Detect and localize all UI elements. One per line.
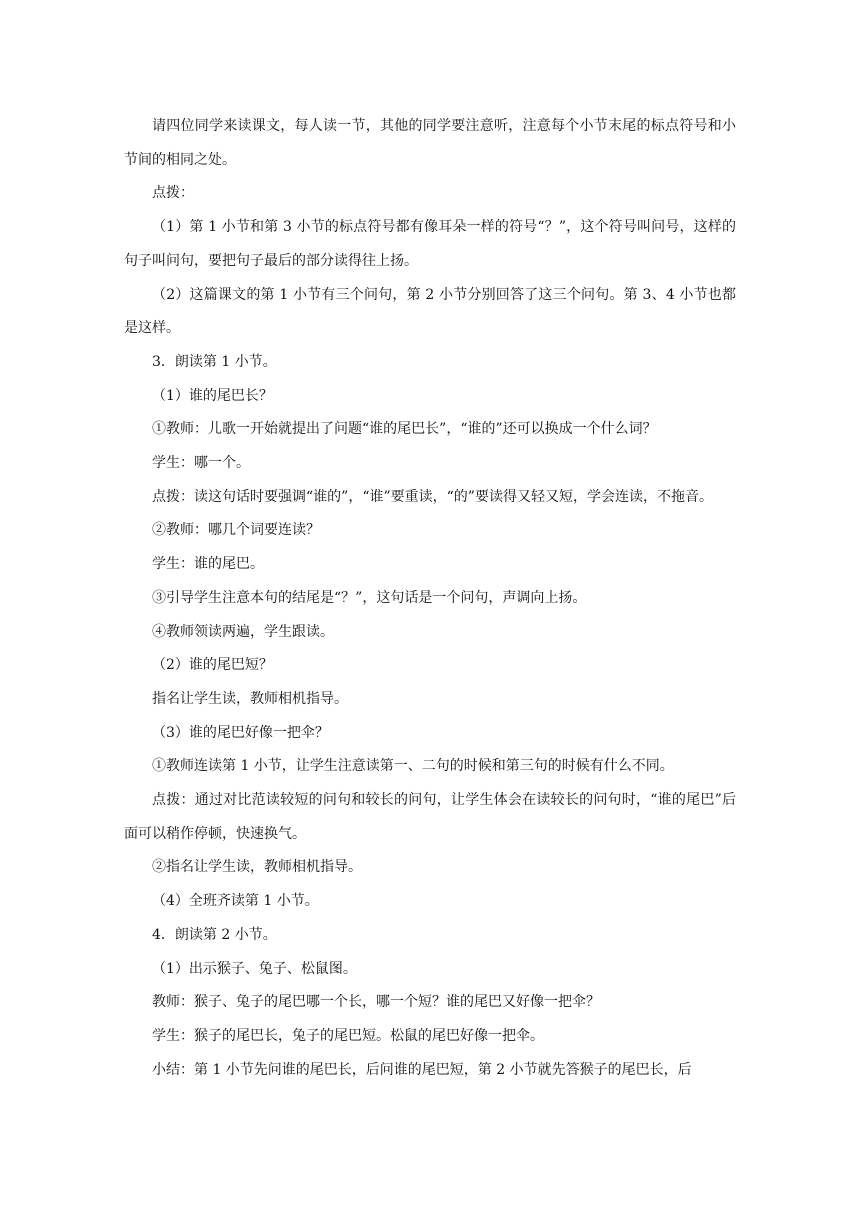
paragraph: （2）谁的尾巴短？ xyxy=(152,657,273,674)
paragraph: 小结：第 1 小节先问谁的尾巴长，后问谁的尾巴短，第 2 小节就先答猴子的尾巴长，后 xyxy=(152,1061,692,1078)
paragraph: 学生：哪一个。 xyxy=(152,455,250,472)
paragraph: ①教师连读第 1 小节，让学生注意读第一、二句的时候和第三句的时候有什么不同。 xyxy=(152,758,674,775)
document-body xyxy=(124,110,736,1087)
paragraph: （1）出示猴子、兔子、松鼠图。 xyxy=(152,960,357,977)
paragraph: 请四位同学来读课文，每人读一节，其他的同学要注意听，注意每个小节末尾的标点符号和小节间的相同之处。 xyxy=(124,118,736,168)
paragraph: ③引导学生注意本句的结尾是“？”，这句话是一个问句，声调向上扬。 xyxy=(152,589,587,606)
paragraph: 指名让学生读，教师相机指导。 xyxy=(152,690,348,707)
paragraph: 点拨：通过对比范读较短的问句和较长的问句，让学生体会在读较长的问句时，“谁的尾巴”后面可以稍作停顿，快速换气。 xyxy=(124,792,736,842)
paragraph: 4．朗读第 2 小节。 xyxy=(152,926,277,943)
paragraph: （3）谁的尾巴好像一把伞？ xyxy=(152,724,329,741)
paragraph: ①教师：儿歌一开始就提出了问题“谁的尾巴长”，“谁的”还可以换成一个什么词？ xyxy=(152,421,657,438)
paragraph: 学生：猴子的尾巴长，兔子的尾巴短。松鼠的尾巴好像一把伞。 xyxy=(152,1027,544,1044)
paragraph: （4）全班齐读第 1 小节。 xyxy=(152,893,319,910)
paragraph: ④教师领读两遍，学生跟读。 xyxy=(152,623,334,640)
paragraph: 3．朗读第 1 小节。 xyxy=(152,353,277,370)
paragraph: （1）谁的尾巴长？ xyxy=(152,387,273,404)
paragraph: ②指名让学生读，教师相机指导。 xyxy=(152,859,362,876)
paragraph: 教师：猴子、兔子的尾巴哪一个长，哪一个短？谁的尾巴又好像一把伞？ xyxy=(152,994,600,1011)
paragraph: （1）第 1 小节和第 3 小节的标点符号都有像耳朵一样的符号“？”，这个符号叫问号，这样的句子叫问句，要把句子最后的部分读得往上扬。 xyxy=(124,219,736,269)
paragraph: 点拨： xyxy=(152,185,194,202)
paragraph: （2）这篇课文的第 1 小节有三个问句，第 2 小节分别回答了这三个问句。第 3、4 小节也都是这样。 xyxy=(124,286,736,337)
paragraph: ②教师：哪几个词要连读？ xyxy=(152,522,320,539)
paragraph: 学生：谁的尾巴。 xyxy=(152,556,264,573)
paragraph: 点拨：读这句话时要强调“谁的”，“谁”要重读，“的”要读得又轻又短，学会连读，不拖音。 xyxy=(152,488,713,505)
